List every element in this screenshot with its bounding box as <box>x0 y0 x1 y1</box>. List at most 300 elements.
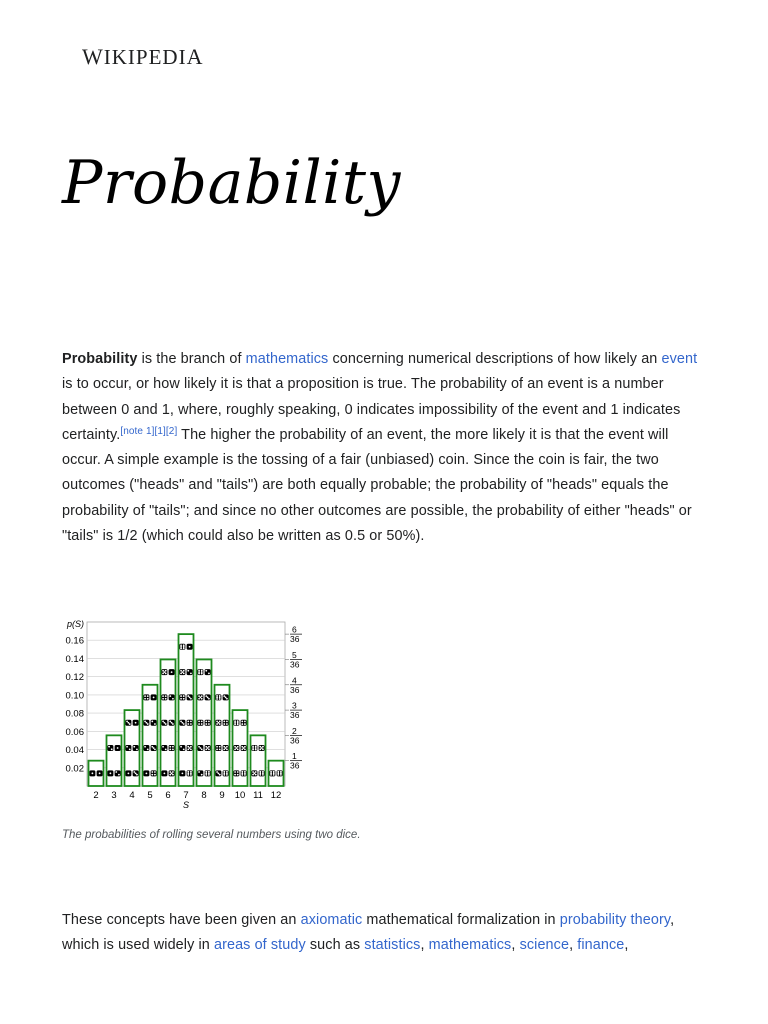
y-axis-label: p(S) <box>66 619 84 629</box>
link-areas-of-study[interactable]: areas of study <box>213 937 306 954</box>
die <box>179 694 185 700</box>
die-pip <box>162 695 164 697</box>
x-tick-label: 5 <box>147 790 153 801</box>
die-pip <box>216 698 218 700</box>
die <box>241 720 247 726</box>
die-pip <box>244 772 246 774</box>
die-pip <box>277 774 279 776</box>
die-pip <box>223 721 225 723</box>
die-pip <box>187 748 189 750</box>
die-pip <box>241 771 243 773</box>
die-pip <box>223 774 225 776</box>
link-statistics[interactable]: statistics <box>364 937 421 954</box>
die-pip <box>187 695 189 697</box>
die-pip <box>216 721 218 723</box>
die-pip <box>183 723 185 725</box>
die-pip <box>146 772 148 774</box>
right-tick-numerator: 4 <box>292 675 297 686</box>
die-pip <box>262 772 264 774</box>
die-pip <box>172 748 174 750</box>
die-pip <box>187 772 189 774</box>
die-pip <box>259 746 261 748</box>
die-pip <box>201 723 203 725</box>
die-pip <box>219 723 221 725</box>
die-pip <box>205 774 207 776</box>
die-pip <box>237 746 239 748</box>
die <box>205 720 211 726</box>
die-pip <box>129 748 131 750</box>
die <box>169 745 175 751</box>
x-tick-label: 10 <box>234 790 246 801</box>
die-pip <box>207 697 209 699</box>
reference-note-1[interactable]: [note 1] <box>120 425 155 437</box>
die-pip <box>147 698 149 700</box>
die <box>161 745 167 751</box>
die-pip <box>219 774 221 776</box>
die-pip <box>153 697 155 699</box>
die-pip <box>234 720 236 722</box>
die-pip <box>162 673 164 675</box>
link-axiomatic[interactable]: axiomatic <box>300 912 363 928</box>
reference-2[interactable]: [2] <box>165 425 178 437</box>
die-pip <box>99 772 101 774</box>
die-pip <box>183 748 185 750</box>
right-tick-numerator: 3 <box>292 700 297 711</box>
die-pip <box>151 771 153 773</box>
die-pip <box>216 695 218 697</box>
text-run: The higher the probability of an event, the more likely it is that the event will occur. A simple example is the tossing of a fair (unbiased) coin. Since the coin is fair, the two outcomes ("heads" and "tails") are both equally probable; the probability of "heads" equals the probability of "tails"; and since no other outcomes are possible, the probability of either "heads" or "tails" is 1/2 (which could also be written as 0.5 or 50%). <box>62 426 692 545</box>
text-run: , which is used widely in <box>62 912 675 954</box>
die-pip <box>171 722 173 724</box>
die-pip <box>128 722 130 724</box>
die-pip <box>189 697 191 699</box>
die-pip <box>259 772 261 774</box>
die-pip <box>216 748 218 750</box>
die-pip <box>190 673 192 675</box>
die-pip <box>169 721 171 723</box>
die-pip <box>187 771 189 773</box>
text-run: is the branch of <box>137 351 246 367</box>
die-pip <box>198 671 200 673</box>
die-pip <box>180 646 182 648</box>
die-pip <box>162 746 164 748</box>
right-tick-denominator: 36 <box>290 760 300 771</box>
die-pip <box>144 721 146 723</box>
y-tick-label: 0.10 <box>65 690 84 702</box>
die-pip <box>133 746 135 748</box>
reference-1[interactable]: [1] <box>154 425 166 437</box>
die-pip <box>234 722 236 724</box>
die-pip <box>144 746 146 748</box>
die-pip <box>205 746 207 748</box>
die-pip <box>183 647 185 649</box>
text-run: is to occur, or how likely it is that a proposition is true. The probability of an event is a number between 0 and 1, where, roughly speaking, 0 indicates impossibility of the event and 1 indicates certainty. <box>62 376 681 443</box>
die-pip <box>234 748 236 750</box>
die-pip <box>162 721 164 723</box>
die-pip <box>223 748 225 750</box>
die-pip <box>244 721 246 723</box>
x-tick-label: 9 <box>219 790 225 801</box>
die <box>197 770 203 776</box>
die-pip <box>164 772 166 774</box>
die-pip <box>180 644 182 646</box>
x-tick-label: 8 <box>201 790 207 801</box>
die-pip <box>243 747 245 749</box>
die-pip <box>190 771 192 773</box>
die-pip <box>190 772 192 774</box>
die-pip <box>187 720 189 722</box>
bar-11 <box>251 735 266 786</box>
die-pip <box>128 772 130 774</box>
die-pip <box>234 771 236 773</box>
die-pip <box>207 747 209 749</box>
die-pip <box>187 723 189 725</box>
right-tick-denominator: 36 <box>290 634 300 645</box>
die <box>223 720 229 726</box>
die-pip <box>126 721 128 723</box>
die-pip <box>219 697 221 699</box>
die-pip <box>198 698 200 700</box>
die-pip <box>147 748 149 750</box>
die-pip <box>270 774 272 776</box>
die-pip <box>261 747 263 749</box>
die-pip <box>147 695 149 697</box>
text-run: , <box>569 937 578 954</box>
die-pip <box>216 771 218 773</box>
y-tick-label: 0.08 <box>65 708 84 720</box>
die-pip <box>244 774 246 776</box>
dice-probability-chart <box>60 616 310 812</box>
die <box>143 745 149 751</box>
die-pip <box>198 673 200 675</box>
die-pip <box>198 746 200 748</box>
die-pip <box>182 671 184 673</box>
die-pip <box>241 748 243 750</box>
die-pip <box>180 647 182 649</box>
die-pip <box>208 748 210 750</box>
die-pip <box>219 721 221 723</box>
die <box>205 669 211 675</box>
wikipedia-logo[interactable]: WIKIPEDIA <box>82 44 204 69</box>
die-pip <box>169 748 171 750</box>
die-pip <box>252 747 254 749</box>
die-pip <box>226 721 228 723</box>
link-mathematics[interactable]: mathematics <box>245 351 329 367</box>
die-pip <box>280 774 282 776</box>
die <box>107 745 113 751</box>
die-pip <box>129 723 131 725</box>
die-pip <box>201 721 203 723</box>
die-pip <box>226 771 228 773</box>
die <box>197 720 203 726</box>
die-pip <box>201 774 203 776</box>
die-pip <box>216 723 218 725</box>
die-pip <box>244 746 246 748</box>
die-pip <box>201 748 203 750</box>
bold-term: Probability <box>62 351 138 367</box>
x-tick-label: 6 <box>165 790 171 801</box>
die-pip <box>135 772 137 774</box>
die-pip <box>172 774 174 776</box>
die-pip <box>201 698 203 700</box>
die-pip <box>169 774 171 776</box>
text-run: , <box>511 937 520 954</box>
die-pip <box>237 722 239 724</box>
die-pip <box>169 695 171 697</box>
text-run: such as <box>305 937 365 954</box>
die-pip <box>225 747 227 749</box>
die-pip <box>237 771 239 773</box>
die-pip <box>237 748 239 750</box>
die-pip <box>165 748 167 750</box>
text-run: These concepts have been given an <box>62 912 301 928</box>
die <box>125 745 131 751</box>
die-pip <box>200 697 202 699</box>
die-pip <box>208 673 210 675</box>
die <box>161 694 167 700</box>
die-pip <box>183 673 185 675</box>
x-tick-label: 7 <box>183 790 189 801</box>
die <box>179 745 185 751</box>
die-pip <box>255 747 257 749</box>
die-pip <box>223 771 225 773</box>
die <box>187 669 193 675</box>
die-pip <box>219 746 221 748</box>
die-pip <box>117 747 119 749</box>
die-pip <box>262 774 264 776</box>
die-pip <box>262 771 264 773</box>
die-pip <box>172 723 174 725</box>
intro-paragraph <box>62 347 708 549</box>
die-pip <box>241 746 243 748</box>
die-pip <box>216 746 218 748</box>
right-tick-denominator: 36 <box>290 735 300 746</box>
die-pip <box>172 771 174 773</box>
die-pip <box>219 698 221 700</box>
die-pip <box>241 774 243 776</box>
die-pip <box>218 772 220 774</box>
x-tick-label: 3 <box>111 790 117 801</box>
die-pip <box>115 771 117 773</box>
die-pip <box>241 723 243 725</box>
die-pip <box>273 774 275 776</box>
die-pip <box>165 698 167 700</box>
die-pip <box>183 698 185 700</box>
die-pip <box>190 748 192 750</box>
die-pip <box>252 746 254 748</box>
die-pip <box>151 774 153 776</box>
die-pip <box>252 749 254 751</box>
x-tick-label: 12 <box>270 790 282 801</box>
die-pip <box>182 722 184 724</box>
die-pip <box>164 722 166 724</box>
die-pip <box>255 746 257 748</box>
x-tick-label: 11 <box>253 790 263 801</box>
die-pip <box>205 723 207 725</box>
dice-probability-figure <box>60 616 310 812</box>
x-tick-label: 4 <box>129 790 135 801</box>
die-pip <box>237 720 239 722</box>
die-pip <box>146 722 148 724</box>
die-pip <box>216 697 218 699</box>
die-pip <box>218 722 220 724</box>
die-pip <box>154 723 156 725</box>
y-tick-label: 0.02 <box>65 763 84 775</box>
text-run: , <box>420 937 429 954</box>
die-pip <box>198 695 200 697</box>
die-pip <box>205 695 207 697</box>
die-pip <box>280 771 282 773</box>
die <box>169 694 175 700</box>
die-pip <box>182 772 184 774</box>
die-pip <box>172 746 174 748</box>
link-event[interactable]: event <box>661 351 698 367</box>
die-pip <box>226 723 228 725</box>
die-pip <box>180 698 182 700</box>
die <box>233 770 239 776</box>
die-pip <box>171 671 173 673</box>
die-pip <box>234 723 236 725</box>
concepts-paragraph <box>62 908 708 959</box>
die-pip <box>162 670 164 672</box>
die-pip <box>255 774 257 776</box>
die-pip <box>126 746 128 748</box>
die-pip <box>183 644 185 646</box>
die-pip <box>277 772 279 774</box>
die-pip <box>234 774 236 776</box>
die-pip <box>189 646 191 648</box>
die-pip <box>187 746 189 748</box>
die-pip <box>201 670 203 672</box>
die-pip <box>135 722 137 724</box>
die-pip <box>226 746 228 748</box>
die-pip <box>223 772 225 774</box>
x-axis-label: S <box>182 800 190 810</box>
die-pip <box>226 748 228 750</box>
right-tick-numerator: 5 <box>292 649 297 660</box>
die-pip <box>208 774 210 776</box>
die-pip <box>201 673 203 675</box>
right-tick-numerator: 2 <box>292 725 297 736</box>
die-pip <box>180 673 182 675</box>
die-pip <box>133 771 135 773</box>
die-pip <box>153 747 155 749</box>
die-pip <box>208 746 210 748</box>
die-pip <box>254 772 256 774</box>
die <box>133 745 139 751</box>
die-pip <box>273 771 275 773</box>
die-pip <box>144 695 146 697</box>
die <box>143 694 149 700</box>
die-pip <box>198 670 200 672</box>
die-pip <box>154 774 156 776</box>
die-pip <box>277 771 279 773</box>
die-pip <box>201 695 203 697</box>
die-pip <box>226 698 228 700</box>
die-pip <box>190 698 192 700</box>
die-pip <box>111 748 113 750</box>
die-pip <box>190 774 192 776</box>
die-pip <box>223 695 225 697</box>
right-tick-numerator: 1 <box>292 751 297 762</box>
y-tick-label: 0.12 <box>65 672 84 684</box>
y-tick-label: 0.14 <box>65 653 84 665</box>
die <box>215 745 221 751</box>
die-pip <box>252 771 254 773</box>
x-tick-label: 2 <box>93 790 99 801</box>
text-run: , <box>624 937 629 954</box>
link-finance[interactable]: finance <box>577 937 625 954</box>
die-pip <box>183 646 185 648</box>
die-pip <box>171 772 173 774</box>
y-tick-label: 0.16 <box>65 635 84 647</box>
die-pip <box>110 772 112 774</box>
die-pip <box>190 720 192 722</box>
die-pip <box>223 746 225 748</box>
die-pip <box>205 670 207 672</box>
die-pip <box>187 774 189 776</box>
die-pip <box>223 723 225 725</box>
die-pip <box>208 723 210 725</box>
die-pip <box>255 749 257 751</box>
die-pip <box>165 695 167 697</box>
die-pip <box>205 748 207 750</box>
die-pip <box>241 772 243 774</box>
die-pip <box>165 670 167 672</box>
die-pip <box>172 698 174 700</box>
die-pip <box>244 723 246 725</box>
die-pip <box>208 721 210 723</box>
right-tick-denominator: 36 <box>290 684 300 695</box>
die-pip <box>183 695 185 697</box>
die-pip <box>236 747 238 749</box>
y-tick-label: 0.04 <box>65 745 84 757</box>
die-pip <box>234 746 236 748</box>
die-pip <box>208 698 210 700</box>
die-pip <box>154 771 156 773</box>
die-pip <box>183 670 185 672</box>
link-probability-theory[interactable]: probability theory <box>559 912 671 928</box>
die-pip <box>208 771 210 773</box>
die-pip <box>198 723 200 725</box>
die-pip <box>219 695 221 697</box>
die-pip <box>180 720 182 722</box>
die-pip <box>259 774 261 776</box>
die <box>115 770 121 776</box>
die-pip <box>162 698 164 700</box>
die-pip <box>237 723 239 725</box>
die-pip <box>190 723 192 725</box>
die-pip <box>259 771 261 773</box>
link-science[interactable]: science <box>519 937 570 954</box>
die-pip <box>92 772 94 774</box>
link-mathematics[interactable]: mathematics <box>428 937 512 954</box>
die-pip <box>270 771 272 773</box>
die-pip <box>244 771 246 773</box>
die-pip <box>136 774 138 776</box>
die-pip <box>169 771 171 773</box>
die-pip <box>144 698 146 700</box>
die-pip <box>169 746 171 748</box>
die-pip <box>262 748 264 750</box>
die-pip <box>189 747 191 749</box>
die-pip <box>200 747 202 749</box>
die-pip <box>244 748 246 750</box>
die-pip <box>180 670 182 672</box>
y-tick-label: 0.06 <box>65 726 84 738</box>
right-tick-numerator: 6 <box>292 624 297 635</box>
die <box>151 720 157 726</box>
